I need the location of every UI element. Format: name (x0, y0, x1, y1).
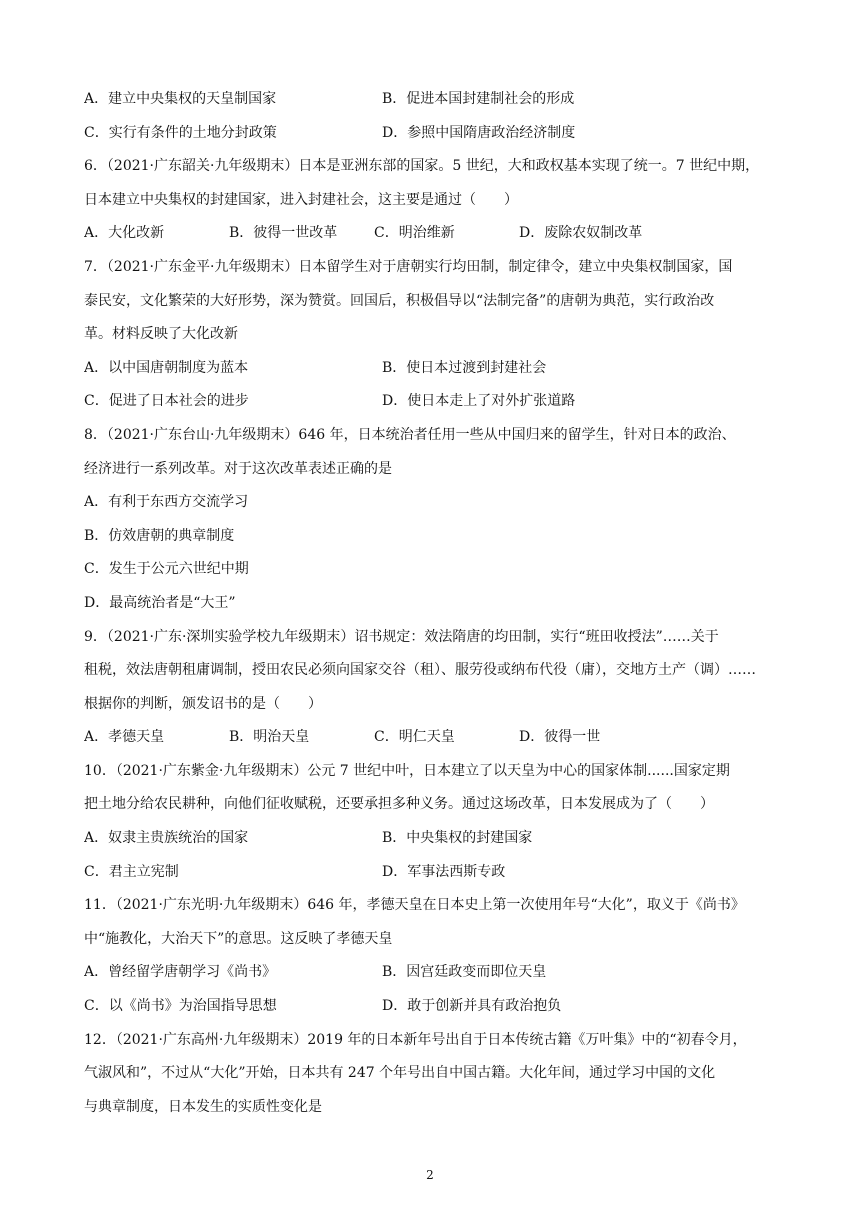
q8-stem-line-2: 经济进行一系列改革。对于这次改革表述正确的是 (84, 460, 392, 477)
q7-options-row-2 (84, 388, 784, 422)
q7-stem-line-2: 泰民安，文化繁荣的大好形势，深为赞赏。回国后，积极倡导以“法制完备”的唐朝为典范，实行政治改 (84, 292, 715, 309)
q5-option-d[interactable]: D．参照中国隋唐政治经济制度 (382, 124, 576, 141)
q12-stem-line-3: 与典章制度，日本发生的实质性变化是 (84, 1098, 322, 1115)
q8-option-d[interactable]: D．最高统治者是“大王” (84, 594, 236, 611)
question-6 (84, 153, 784, 254)
q7-option-c[interactable]: C．促进了日本社会的进步 (84, 393, 249, 410)
q5-option-b[interactable]: B．促进本国封建制社会的形成 (382, 91, 575, 107)
q9-stem-line-3: 根据你的判断，颁发诏书的是（ ） (84, 695, 322, 712)
q11-stem-line-2: 中“施教化，大治天下”的意思。这反映了孝德天皇 (84, 930, 393, 947)
q8-stem-line-1: 8．（2021·广东台山·九年级期末）646 年，日本统治者任用一些从中国归来的留学生，针对日本的政治、 (84, 426, 736, 443)
q11-stem-line-1: 11．（2021·广东光明·九年级期末）646 年，孝德天皇在日本史上第一次使用年号“大化”，取义于《尚书》 (84, 897, 745, 914)
q9-option-a[interactable]: A．孝德天皇 (84, 729, 165, 746)
q8-option-a[interactable]: A．有利于东西方交流学习 (84, 494, 249, 511)
question-10 (84, 758, 784, 892)
q6-stem-line-1: 6．（2021·广东韶关·九年级期末）日本是亚洲东部的国家。5 世纪，大和政权基本实现了统一。7 世纪中期， (84, 158, 760, 175)
q10-option-d[interactable]: D．军事法西斯专政 (382, 863, 506, 880)
q10-options-row-1 (84, 825, 784, 859)
q5-options-row-2 (84, 120, 784, 154)
q7-option-a[interactable]: A．以中国唐朝制度为蓝本 (84, 359, 249, 376)
question-8 (84, 422, 784, 624)
q9-option-d[interactable]: D．彼得一世 (519, 729, 601, 746)
question-11 (84, 892, 784, 1026)
question-9 (84, 624, 784, 758)
q10-option-c[interactable]: C．君主立宪制 (84, 863, 179, 880)
q10-stem-line-2: 把土地分给农民耕种，向他们征收赋税，还要承担多种义务。通过这场改革，日本发展成为了（ ） (84, 796, 714, 813)
question-7 (84, 254, 784, 422)
q5-option-c[interactable]: C．实行有条件的土地分封政策 (84, 124, 277, 141)
q11-option-c[interactable]: C．以《尚书》为治国指导思想 (84, 998, 277, 1015)
page-content (84, 86, 784, 1127)
q7-options-row-1 (84, 355, 784, 389)
q10-option-b[interactable]: B．中央集权的封建国家 (382, 830, 533, 847)
q10-option-a[interactable]: A．奴隶主贵族统治的国家 (84, 830, 249, 847)
question-12 (84, 1027, 784, 1128)
q9-stem-line-1: 9．（2021·广东·深圳实验学校九年级期末）诏书规定：效法隋唐的均田制，实行“班田收授法”……关于 (84, 628, 719, 645)
q6-option-b[interactable]: B．彼得一世改革 (229, 225, 338, 242)
q11-options-row-2 (84, 993, 784, 1027)
q6-option-c[interactable]: C．明治维新 (374, 225, 455, 242)
q9-options-row (84, 724, 784, 758)
q9-option-b[interactable]: B．明治天皇 (229, 729, 310, 746)
q11-option-a[interactable]: A．曾经留学唐朝学习《尚书》 (84, 964, 277, 981)
q5-option-a[interactable]: A．建立中央集权的天皇制国家 (84, 91, 277, 107)
q6-stem-line-2: 日本建立中央集权的封建国家，进入封建社会，这主要是通过（ ） (84, 191, 518, 208)
q11-option-b[interactable]: B．因宫廷政变而即位天皇 (382, 964, 547, 981)
q12-stem-line-2: 气淑风和”，不过从“大化”开始，日本共有 247 个年号出自中国古籍。大化年间，通过学习中国的文化 (84, 1065, 716, 1082)
q12-stem-line-1: 12．（2021·广东高州·九年级期末）2019 年的日本新年号出自于日本传统古籍《万叶集》中的“初春令月， (84, 1031, 747, 1048)
q8-option-b[interactable]: B．仿效唐朝的典章制度 (84, 527, 235, 544)
q6-option-a[interactable]: A．大化改新 (84, 225, 165, 242)
q7-stem-line-1: 7．（2021·广东金平·九年级期末）日本留学生对于唐朝实行均田制，制定律令，建立中央集权制国家，国 (84, 258, 733, 275)
q11-option-d[interactable]: D．敢于创新并具有政治抱负 (382, 998, 562, 1015)
q10-stem-line-1: 10．（2021·广东紫金·九年级期末）公元 7 世纪中叶，日本建立了以天皇为中心的国家体制......国家定期 (84, 762, 730, 779)
page-number: 2 (426, 1168, 434, 1182)
q6-options-row (84, 220, 784, 254)
q9-stem-line-2: 租税，效法唐朝租庸调制，授田农民必须向国家交谷（租）、服劳役或纳布代役（庸），交地方土产（调）…… (84, 662, 756, 679)
q9-option-c[interactable]: C．明仁天皇 (374, 729, 455, 746)
q10-options-row-2 (84, 859, 784, 893)
q8-option-c[interactable]: C．发生于公元六世纪中期 (84, 561, 249, 578)
q11-options-row-1 (84, 959, 784, 993)
q7-stem-line-3: 革。材料反映了大化改新 (84, 326, 238, 343)
q7-option-d[interactable]: D．使日本走上了对外扩张道路 (382, 393, 576, 410)
q5-options-row-1 (84, 86, 784, 120)
q7-option-b[interactable]: B．使日本过渡到封建社会 (382, 359, 547, 376)
q6-option-d[interactable]: D．废除农奴制改革 (519, 225, 643, 242)
